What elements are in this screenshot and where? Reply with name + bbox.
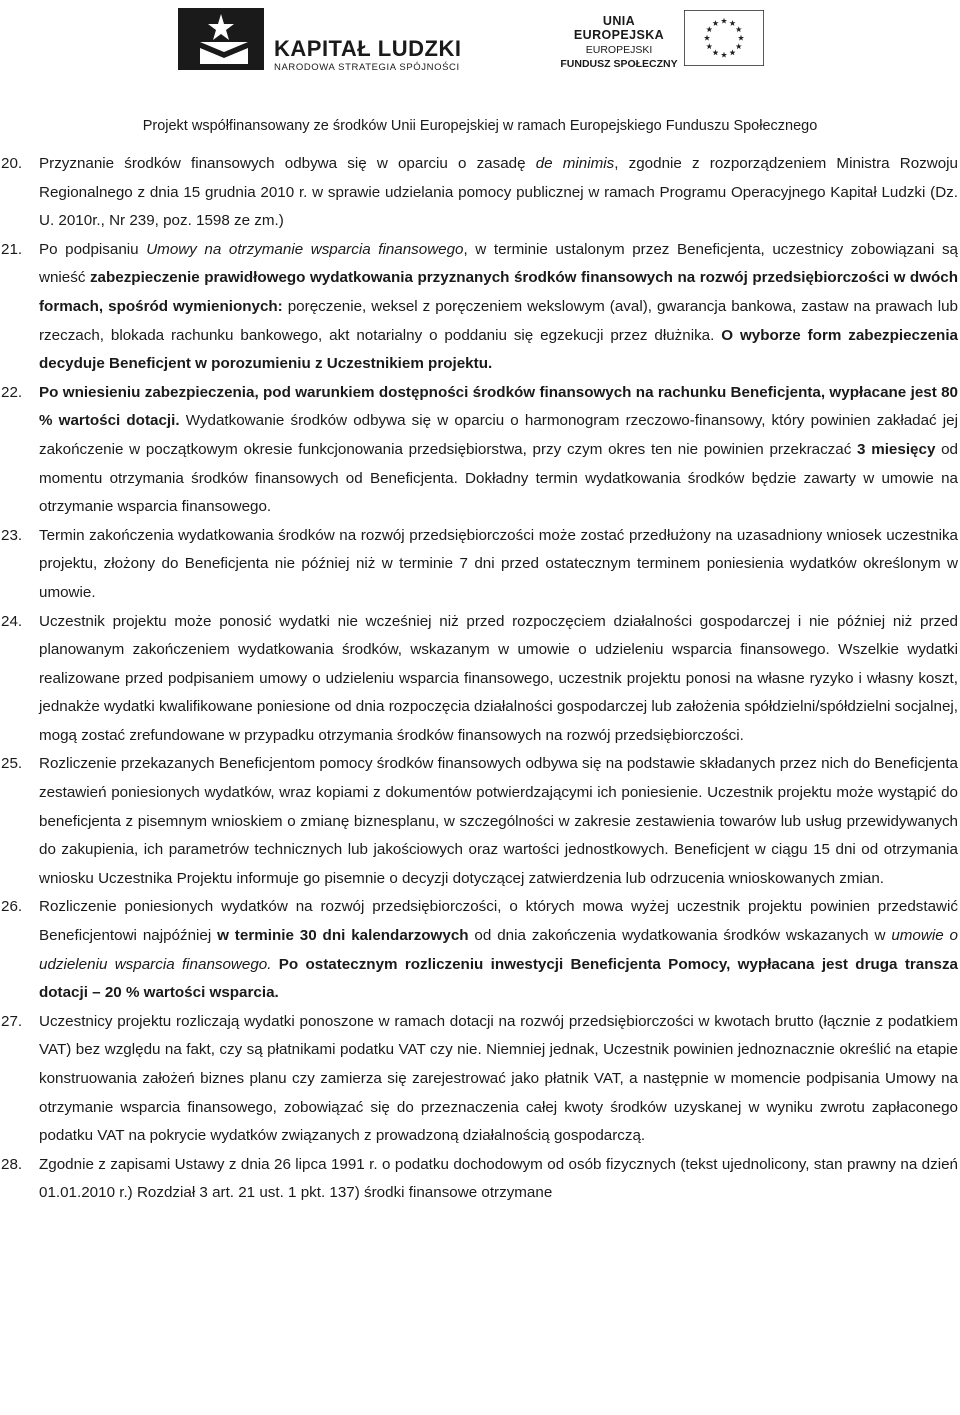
paragraph-27 [1,1008,958,1151]
text-span: Rozliczenie poniesionych wydatków na rozwój przedsiębiorczości, o których mowa wyżej uczestnik projektu powinien przedstawić Beneficjentowi najpóźniej [39,898,958,945]
text-span: Rozliczenie przekazanych Beneficjentom pomocy środków finansowych odbywa się na podstawie składanych przez nich do Beneficjenta zestawień poniesionych wydatków, wraz kopiami z dokumentów potwierdzającymi ich poniesienie. Uczestnik projektu może wystąpić do beneficjenta z pisemnym wnioskiem o zmianę biznesplanu, w szczególności w zakresie zestawienia towarów lub usług przewidywanych do zakupienia, ich parametrów technicznych lub jakościowych oraz wartości jednostkowych. Beneficjent w ciągu 15 dni od otrzymania wniosku Uczestnika Projektu informuje go pisemnie o decyzji dotyczącej zatwierdzenia lub odrzucenia wnioskowanych zmian. [39,755,958,887]
italic-text: umowie o udzieleniu wsparcia finansowego. [39,927,958,973]
paragraph-number: 20. [1,155,23,172]
text-span: Uczestnik projektu może ponosić wydatki nie wcześniej niż przed rozpoczęciem działalności gospodarczej i nie później niż przed planowanym zakończeniem wydatkowania środków, wskazanym w umowie o udzieleniu wsparcia finansowego. Wszelkie wydatki realizowane przed podpisaniem umowy o udzieleniu wsparcia finansowego, uczestnik projektu ponosi na własne ryzyko i własny koszt, jednakże wydatki kwalifikowane poniesione od dnia rozpoczęcia działalności gospodarczej lub założenia spółdzielni/spółdzielni socjalnej, mogą zostać zrefundowane w przypadku otrzymania środków finansowych na rozwój przedsiębiorczości. [39,612,958,744]
kapital-ludzki-logo [178,8,462,73]
text-span: , zgodnie z rozporządzeniem Ministra Rozwoju Regionalnego z dnia 15 grudnia 2010 r. w sprawie udzielania pomocy publicznej w ramach Programu Operacyjnego Kapitał Ludzki (Dz. U. 2010r., Nr 239, poz. 1598 ze zm.) [39,155,958,230]
eu-logo-line2: EUROPEJSKI [585,44,653,56]
italic-text: Umowy na otrzymanie wsparcia finansowego [146,240,464,258]
kapital-ludzki-name: KAPITAŁ LUDZKI [274,36,462,61]
text-span [271,956,278,973]
eu-logo [560,10,765,70]
paragraph-number: 23. [1,526,23,544]
eu-logo-line3: FUNDUSZ SPOŁECZNY [560,58,678,70]
paragraph-number: 28. [1,1155,23,1173]
paragraph-number: 27. [1,1012,23,1030]
text-span: od dnia zakończenia wydatkowania środków wskazanych w [468,927,892,945]
text-span: od momentu otrzymania środków finansowych od Beneficjenta. Dokładny termin wydatkowania środków będzie zawarty w umowie na otrzymanie wsparcia finansowego. [39,440,959,516]
paragraph-number: 21. [1,240,23,258]
text-span: Po podpisaniu [39,240,147,258]
bold-text: Po wniesieniu zabezpieczenia, pod warunkiem dostępności środków finansowych na rachunku Beneficjenta, wypłacane jest 80 % wartości dotacji. [39,383,958,430]
bold-text: Po ostatecznym rozliczeniu inwestycji Beneficjenta Pomocy, wypłacana jest druga transza dotacji – 20 % wartości wsparcia. [39,955,958,1002]
paragraph-23 [1,522,958,608]
text-span: Wydatkowanie środków odbywa się w oparciu o harmonogram rzeczowo-finansowy, który powinien zakładać jej zakończenie w początkowym okresie funkcjonowania przedsiębiorstwa, przy czym okres ten nie powinien przekraczać [39,412,958,458]
bold-text: w terminie 30 dni kalendarzowych [217,927,469,945]
bold-text: O wyborze form zabezpieczenia decyduje Beneficjent w porozumieniu z Uczestnikiem projektu. [39,326,958,373]
paragraph-number: 26. [1,898,23,916]
paragraph-26 [1,893,958,1007]
bold-text: zabezpieczenie prawidłowego wydatkowania przyznanych środków finansowych na rozwój przedsiębiorczości w dwóch formach, spośród wymienionych: [39,269,958,315]
paragraph-28 [1,1151,958,1208]
text-span: Uczestnicy projektu rozliczają wydatki ponoszone w ramach dotacji na rozwój przedsiębiorczości w kwotach brutto (łącznie z podatkiem VAT) bez względu na fakt, czy są płatnikami podatku VAT czy nie. Niemniej jednak, Uczestnik powinien jednoznacznie określić na etapie konstruowania założeń biznes planu czy zamierza się zarejestrować jako płatnik VAT, a następnie w momencie podpisania Umowy na otrzymanie wsparcia finansowego, zobowiązać się do przeznaczenia całej kwoty środków uzyskanej w wyniku zwrotu zapłaconego podatku VAT na pokrycie wydatków związanych z prowadzoną działalnością gospodarczą. [39,1012,958,1145]
eu-logo-line1: UNIA EUROPEJSKA [573,14,665,42]
paragraph-21 [1,236,958,379]
text-span: poręczenie, weksel z poręczeniem wekslowym (aval), gwarancja bankowa, zastaw na prawach lub rzeczach, blokada rachunku bankowego, akt notarialny o poddaniu się egzekucji przez dłużnika. [39,297,959,344]
paragraph-25 [1,750,958,893]
text-span: Zgodnie z zapisami Ustawy z dnia 26 lipca 1991 r. o podatku dochodowym od osób fizycznych (tekst ujednolicony, stan prawny na dzień 01.01.2010 r.) Rozdział 3 art. 21 ust. 1 pkt. 137) środki finansowe otrzymane [39,1155,958,1202]
paragraph-22 [1,379,958,522]
paragraph-20 [1,150,958,236]
page-header [0,0,960,134]
text-span: Przyznanie środków finansowych odbywa się w oparciu o zasadę [39,155,536,172]
eu-flag-icon [684,10,764,66]
kapital-ludzki-subtitle: NARODOWA STRATEGIA SPÓJNOŚCI [274,62,460,73]
paragraph-number: 22. [1,383,23,401]
italic-text: de minimis [535,155,615,172]
text-span: Termin zakończenia wydatkowania środków na rozwój przedsiębiorczości może zostać przedłużony na uzasadniony wniosek uczestnika projektu, złożony do Beneficjenta nie później niż w terminie 7 dni przed ostatecznym terminem poniesienia wydatków określonym w umowie. [39,526,958,601]
paragraph-number: 24. [1,612,23,630]
text-span: , w terminie ustalonym przez Beneficjenta, uczestnicy zobowiązani są wnieść [39,240,959,287]
cofinancing-note: Projekt współfinansowany ze środków Unii Europejskiej w ramach Europejskiego Funduszu Społecznego [142,118,818,134]
paragraph-number: 25. [1,755,23,773]
paragraph-24 [1,608,958,751]
kapital-ludzki-emblem-icon [178,8,264,70]
bold-text: 3 miesięcy [857,440,936,458]
document-body [0,150,960,1208]
